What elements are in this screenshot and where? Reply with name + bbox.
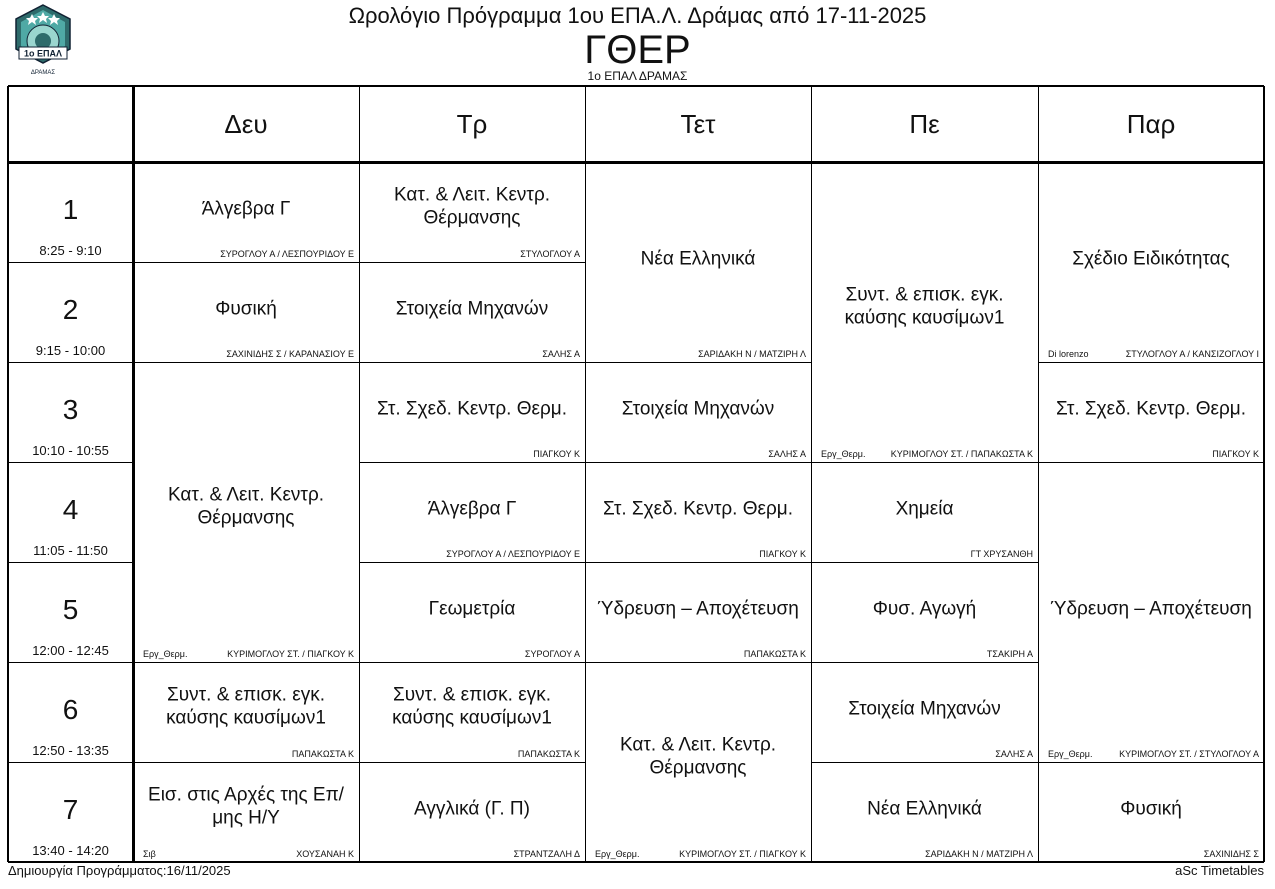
grid-line bbox=[359, 362, 585, 363]
lesson-room: Εργ_Θερμ. bbox=[1048, 749, 1093, 759]
lesson-cell bbox=[359, 362, 585, 462]
day-header: Πε bbox=[909, 108, 940, 139]
grid-line bbox=[359, 762, 585, 763]
class-name: ΓΘΕΡ bbox=[584, 28, 691, 72]
lesson-cell bbox=[1038, 462, 1264, 762]
lesson-cell bbox=[1038, 362, 1264, 462]
lesson-teacher: ΣΥΡΟΓΛΟΥ Α / ΛΕΣΠΟΥΡΙΔΟΥ Ε bbox=[220, 249, 354, 259]
lesson-room: Εργ_Θερμ. bbox=[143, 649, 188, 659]
lesson-teacher: ΚΥΡΙΜΟΓΛΟΥ ΣΤ. / ΠΑΠΑΚΩΣΤΑ Κ bbox=[890, 449, 1033, 459]
created-date: Δημιουργία Προγράμματος:16/11/2025 bbox=[8, 863, 231, 878]
grid-line bbox=[811, 462, 1038, 463]
lesson-cell bbox=[133, 762, 359, 862]
lesson-teacher: ΚΥΡΙΜΟΓΛΟΥ ΣΤ. / ΠΙΑΓΚΟΥ Κ bbox=[227, 649, 354, 659]
lesson-cell bbox=[811, 662, 1038, 762]
grid-line bbox=[8, 262, 133, 263]
grid-line bbox=[133, 362, 359, 363]
lesson-room: Σιβ bbox=[143, 849, 156, 859]
day-header: Παρ bbox=[1126, 108, 1176, 139]
period-time: 10:10 - 10:55 bbox=[32, 443, 109, 458]
day-header: Τετ bbox=[680, 108, 716, 139]
period-cell bbox=[8, 362, 133, 462]
grid-line bbox=[133, 262, 359, 263]
lesson-subject: Ύδρευση – Αποχέτευση bbox=[1050, 598, 1252, 620]
lesson-teacher: ΠΙΑΓΚΟΥ Κ bbox=[533, 449, 580, 459]
period-number: 5 bbox=[62, 594, 79, 625]
grid-line bbox=[1263, 86, 1265, 862]
page-title: Ωρολόγιο Πρόγραμμα 1ου ΕΠΑ.Λ. Δράμας από 17-11-2025 bbox=[348, 3, 927, 28]
grid-line bbox=[359, 562, 585, 563]
grid-line bbox=[359, 86, 360, 862]
day-header: Τρ bbox=[456, 108, 488, 139]
lesson-teacher: ΚΥΡΙΜΟΓΛΟΥ ΣΤ. / ΠΙΑΓΚΟΥ Κ bbox=[679, 849, 806, 859]
grid-line bbox=[811, 662, 1038, 663]
lesson-teacher: ΣΑΡΙΔΑΚΗ Ν / ΜΑΤΖΙΡΗ Λ bbox=[925, 849, 1033, 859]
lesson-subject: Γεωμετρία bbox=[428, 598, 516, 620]
grid-line bbox=[359, 262, 585, 263]
period-cell bbox=[8, 462, 133, 562]
grid-line bbox=[585, 362, 811, 363]
lesson-cell bbox=[1038, 162, 1264, 362]
lesson-subject: Στ. Σχεδ. Κεντρ. Θερμ. bbox=[602, 498, 794, 520]
lesson-subject: Χημεία bbox=[895, 498, 954, 520]
period-number: 6 bbox=[62, 694, 79, 725]
school-name: 1ο ΕΠΑΛ ΔΡΑΜΑΣ bbox=[587, 69, 688, 83]
lesson-teacher: ΣΥΡΟΓΛΟΥ Α bbox=[524, 649, 580, 659]
grid-line bbox=[133, 662, 359, 663]
grid-line bbox=[585, 86, 586, 862]
lesson-cell bbox=[1038, 762, 1264, 862]
lesson-subject: Κατ. & Λειτ. Κεντρ. Θέρμανσης bbox=[619, 734, 777, 779]
period-number: 1 bbox=[62, 194, 79, 225]
grid-line bbox=[811, 86, 812, 862]
lesson-teacher: ΤΣΑΚΙΡΗ Α bbox=[986, 649, 1033, 659]
period-cell bbox=[8, 562, 133, 662]
lesson-teacher: ΣΤΡΑΝΤΖΑΛΗ Δ bbox=[513, 849, 580, 859]
grid-line bbox=[585, 662, 811, 663]
grid-line bbox=[8, 161, 1264, 164]
grid-line bbox=[1038, 362, 1264, 363]
lesson-cell bbox=[133, 262, 359, 362]
grid-line bbox=[1038, 462, 1264, 463]
grid-line bbox=[8, 762, 133, 763]
grid-line bbox=[7, 86, 9, 862]
lesson-teacher: ΣΑΛΗΣ Α bbox=[995, 749, 1033, 759]
timetable-grid bbox=[8, 86, 1264, 862]
grid-line bbox=[359, 662, 585, 663]
lesson-cell bbox=[811, 562, 1038, 662]
lesson-cell bbox=[585, 162, 811, 362]
lesson-subject: Κατ. & Λειτ. Κεντρ. Θέρμανσης bbox=[393, 184, 551, 229]
period-time: 9:15 - 10:00 bbox=[35, 343, 106, 358]
grid-line bbox=[1038, 762, 1264, 763]
period-time: 8:25 - 9:10 bbox=[39, 243, 102, 258]
lesson-teacher: ΣΤΥΛΟΓΛΟΥ Α / ΚΑΝΣΙΖΟΓΛΟΥ Ι bbox=[1125, 349, 1259, 359]
lesson-subject: Συντ. & επισκ. εγκ. καύσης καυσίμων1 bbox=[392, 684, 552, 729]
period-number: 7 bbox=[62, 794, 79, 825]
lesson-cell bbox=[585, 662, 811, 862]
grid-line bbox=[585, 462, 811, 463]
lesson-room: Di lorenzo bbox=[1048, 349, 1089, 359]
lesson-subject: Στοιχεία Μηχανών bbox=[621, 398, 775, 420]
lesson-cell bbox=[359, 462, 585, 562]
grid-line bbox=[8, 362, 133, 363]
lesson-cell bbox=[359, 762, 585, 862]
grid-line bbox=[811, 562, 1038, 563]
lesson-cell bbox=[585, 362, 811, 462]
lesson-subject: Νέα Ελληνικά bbox=[867, 798, 982, 820]
lesson-subject: Αγγλικά (Γ. Π) bbox=[414, 798, 530, 820]
grid-line bbox=[585, 562, 811, 563]
lesson-subject: Άλγεβρα Γ bbox=[427, 498, 517, 520]
grid-line bbox=[8, 85, 1264, 87]
lesson-subject: Φυσική bbox=[1120, 798, 1182, 820]
lesson-subject: Άλγεβρα Γ bbox=[201, 198, 291, 220]
lesson-room: Εργ_Θερμ. bbox=[595, 849, 640, 859]
lesson-subject: Ύδρευση – Αποχέτευση bbox=[597, 598, 799, 620]
lesson-teacher: ΣΑΧΙΝΙΔΗΣ Σ bbox=[1203, 849, 1259, 859]
lesson-cell bbox=[359, 562, 585, 662]
lesson-teacher: ΠΑΠΑΚΩΣΤΑ Κ bbox=[517, 749, 580, 759]
grid-line bbox=[1038, 86, 1039, 862]
period-time: 12:50 - 13:35 bbox=[32, 743, 109, 758]
school-logo bbox=[10, 3, 76, 77]
lesson-teacher: ΠΙΑΓΚΟΥ Κ bbox=[1212, 449, 1259, 459]
period-cell bbox=[8, 262, 133, 362]
lesson-subject: Συντ. & επισκ. εγκ. καύσης καυσίμων1 bbox=[844, 284, 1005, 329]
period-number: 3 bbox=[62, 394, 79, 425]
period-time: 13:40 - 14:20 bbox=[32, 843, 109, 858]
lesson-teacher: ΣΑΛΗΣ Α bbox=[542, 349, 580, 359]
grid-line bbox=[359, 462, 585, 463]
lesson-cell bbox=[133, 662, 359, 762]
lesson-cell bbox=[133, 362, 359, 662]
lesson-subject: Νέα Ελληνικά bbox=[640, 248, 756, 270]
lesson-cell bbox=[585, 562, 811, 662]
generator-brand: aSc Timetables bbox=[1175, 863, 1264, 878]
grid-line bbox=[8, 662, 133, 663]
lesson-subject: Φυσ. Αγωγή bbox=[872, 598, 977, 620]
period-cell bbox=[8, 162, 133, 262]
period-number: 2 bbox=[62, 294, 79, 325]
lesson-subject: Φυσική bbox=[215, 298, 277, 320]
lesson-teacher: ΣΑΧΙΝΙΔΗΣ Σ / ΚΑΡΑΝΑΣΙΟΥ Ε bbox=[226, 349, 354, 359]
lesson-teacher: ΠΙΑΓΚΟΥ Κ bbox=[759, 549, 806, 559]
lesson-cell bbox=[811, 162, 1038, 462]
lesson-teacher: ΓΤ ΧΡΥΣΑΝΘΗ bbox=[970, 549, 1033, 559]
grid-line bbox=[132, 86, 135, 862]
lesson-teacher: ΧΟΥΣΑΝΑΗ Κ bbox=[296, 849, 354, 859]
lesson-subject: Στοιχεία Μηχανών bbox=[848, 698, 1001, 720]
lesson-subject: Στ. Σχεδ. Κεντρ. Θερμ. bbox=[376, 398, 568, 420]
lesson-subject: Συντ. & επισκ. εγκ. καύσης καυσίμων1 bbox=[166, 684, 326, 729]
period-time: 12:00 - 12:45 bbox=[32, 643, 109, 658]
period-time: 11:05 - 11:50 bbox=[33, 543, 108, 558]
lesson-cell bbox=[811, 762, 1038, 862]
lesson-cell bbox=[359, 662, 585, 762]
lesson-subject: Κατ. & Λειτ. Κεντρ. Θέρμανσης bbox=[167, 484, 325, 529]
grid-line bbox=[8, 462, 133, 463]
grid-line bbox=[133, 762, 359, 763]
lesson-subject: Εισ. στις Αρχές της Επ/μης Η/Υ bbox=[148, 784, 344, 829]
day-header: Δευ bbox=[224, 108, 268, 139]
lesson-teacher: ΣΑΛΗΣ Α bbox=[768, 449, 806, 459]
lesson-cell bbox=[585, 462, 811, 562]
lesson-cell bbox=[359, 262, 585, 362]
grid-line bbox=[8, 562, 133, 563]
period-cell bbox=[8, 662, 133, 762]
lesson-teacher: ΠΑΠΑΚΩΣΤΑ Κ bbox=[743, 649, 806, 659]
grid-line bbox=[811, 762, 1038, 763]
lesson-cell bbox=[359, 162, 585, 262]
lesson-cell bbox=[811, 462, 1038, 562]
lesson-subject: Σχέδιο Ειδικότητας bbox=[1072, 248, 1230, 270]
logo-badge-text: 1ο ΕΠΑΛ bbox=[23, 48, 63, 59]
lesson-teacher: ΚΥΡΙΜΟΓΛΟΥ ΣΤ. / ΣΤΥΛΟΓΛΟΥ Α bbox=[1119, 749, 1259, 759]
lesson-teacher: ΣΤΥΛΟΓΛΟΥ Α bbox=[520, 249, 580, 259]
lesson-subject: Στοιχεία Μηχανών bbox=[395, 298, 549, 320]
lesson-teacher: ΣΥΡΟΓΛΟΥ Α / ΛΕΣΠΟΥΡΙΔΟΥ Ε bbox=[446, 549, 580, 559]
lesson-cell bbox=[133, 162, 359, 262]
logo-caption-text: ΔΡΑΜΑΣ bbox=[30, 70, 56, 76]
lesson-teacher: ΣΑΡΙΔΑΚΗ Ν / ΜΑΤΖΙΡΗ Λ bbox=[698, 349, 806, 359]
lesson-teacher: ΠΑΠΑΚΩΣΤΑ Κ bbox=[291, 749, 354, 759]
period-number: 4 bbox=[62, 494, 79, 525]
lesson-room: Εργ_Θερμ. bbox=[821, 449, 866, 459]
lesson-subject: Στ. Σχεδ. Κεντρ. Θερμ. bbox=[1055, 398, 1247, 420]
period-cell bbox=[8, 762, 133, 862]
